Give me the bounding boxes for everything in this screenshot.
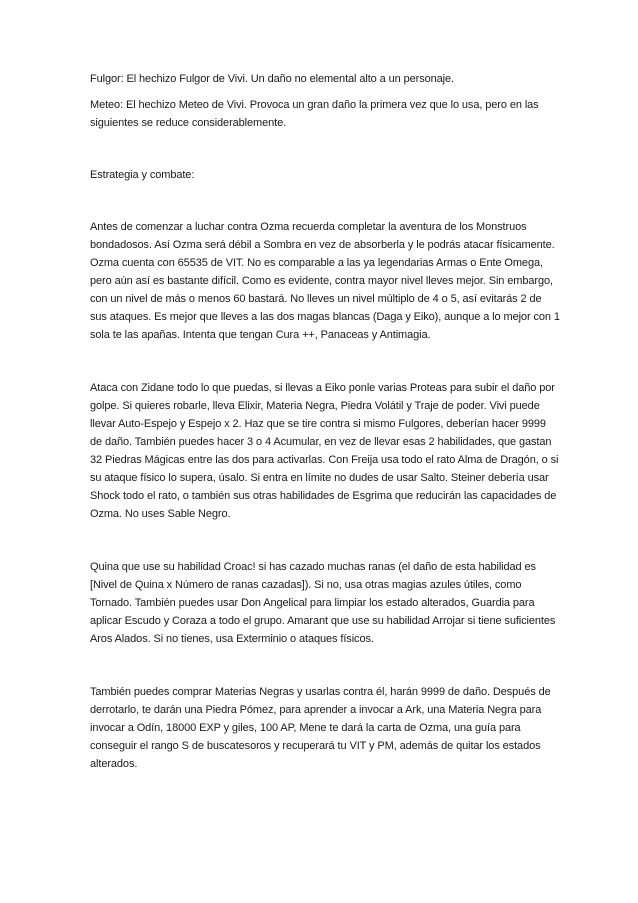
spacer	[90, 88, 560, 96]
document-body	[90, 70, 560, 773]
paragraph-meteo: Meteo: El hechizo Meteo de Vivi. Provoca un gran daño la primera vez que lo usa, pero en las siguientes se reduce considerablemente.	[90, 99, 539, 129]
spacer	[90, 523, 560, 558]
spacer	[90, 344, 560, 379]
section-heading-strategy: Estrategia y combate:	[90, 169, 195, 181]
paragraph-zidane: Ataca con Zidane todo lo que puedas, si llevas a Eiko ponle varias Proteas para subir el daño por golpe. Si quieres robarle, lleva Elixir, Materia Negra, Piedra Volátil y Traje de poder. Vivi puede llevar Auto-Espejo y Espejo x 2. Haz que se tire contra si mismo Fulgores, deberían hacer 9999 de daño. También puedes hacer 3 o 4 Acumular, en vez de llevar esas 2 habilidades, que gastan 32 Piedras Mágicas entre las dos para activarlas. Con Freija usa todo el rato Alma de Dragón, o si su ataque físico lo supera, úsalo. Si entra en límite no dudes de usar Salto. Steiner debería usar Shock todo el rato, o también sus otras habilidades de Esgrima que reducirán las capacidades de Ozma. No uses Sable Negro.	[90, 382, 559, 520]
spacer	[90, 184, 560, 218]
paragraph-fulgor: Fulgor: El hechizo Fulgor de Vivi. Un daño no elemental alto a un personaje.	[90, 73, 454, 85]
paragraph-rewards: También puedes comprar Materias Negras y usarlas contra él, harán 9999 de daño. Después de derrotarlo, te darán una Piedra Pómez, para aprender a invocar a Ark, una Materia Negra para invocar a Odín, 18000 EXP y giles, 100 AP, Mene te dará la carta de Ozma, una guía para conseguir el rango S de buscatesoros y recuperará tu VIT y PM, además de quitar los estados alterados.	[90, 686, 551, 770]
spacer	[90, 132, 560, 166]
paragraph-quina: Quina que use su habilidad Croac! si has cazado muchas ranas (el daño de esta habilidad es [Nivel de Quina x Número de ranas cazadas]). Si no, usa otras magias azules útiles, como Tornado. También puedes usar Don Angelical para limpiar los estado alterados, Guardia para aplicar Escudo y Coraza a todo el grupo. Amarant que use su habilidad Arrojar si tiene suficientes Aros Alados. Si no tienes, usa Exterminio o ataques físicos.	[90, 561, 556, 645]
spacer	[90, 648, 560, 683]
paragraph-intro: Antes de comenzar a luchar contra Ozma recuerda completar la aventura de los Monstruos bondadosos. Así Ozma será débil a Sombra en vez de absorberla y le podrás atacar físicamente. Ozma cuenta con 65535 de VIT. No es comparable a las ya legendarias Armas o Ente Omega, pero aún así es bastante difícil. Como es evidente, contra mayor nivel lleves mejor. Sin embargo, con un nivel de más o menos 60 bastará. No lleves un nivel múltiplo de 4 o 5, así evitarás 2 de sus ataques. Es mejor que lleves a las dos magas blancas (Daga y Eiko), aunque a lo mejor con 1 sola te las apañas. Intenta que tengan Cura ++, Panaceas y Antimagia.	[90, 221, 560, 341]
